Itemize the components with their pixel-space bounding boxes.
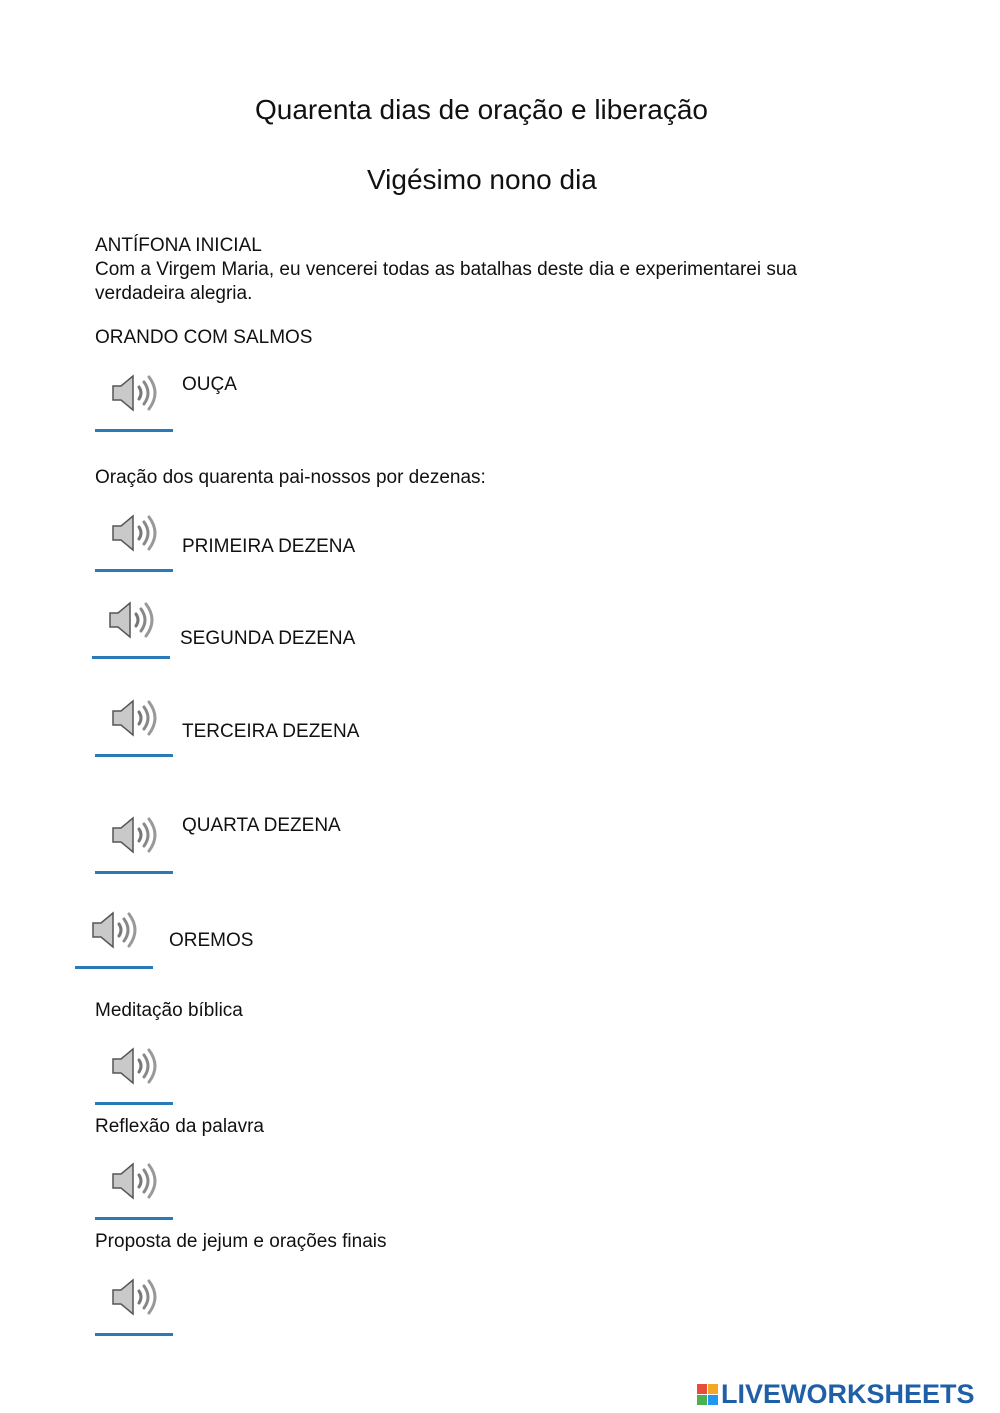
speaker-icon bbox=[107, 1274, 159, 1320]
meditacao-heading: Meditação bíblica bbox=[95, 1000, 243, 1021]
segunda-dezena-label: SEGUNDA DEZENA bbox=[180, 628, 356, 649]
speaker-icon bbox=[107, 1158, 159, 1204]
reflexao-heading: Reflexão da palavra bbox=[95, 1116, 264, 1137]
speaker-icon bbox=[107, 812, 159, 858]
dezenas-intro: Oração dos quarenta pai-nossos por dezenas: bbox=[95, 467, 486, 488]
ouca-label: OUÇA bbox=[182, 374, 237, 395]
audio-progress-bar bbox=[95, 1102, 173, 1105]
speaker-icon bbox=[87, 907, 139, 953]
speaker-icon bbox=[107, 1043, 159, 1089]
oremos-label: OREMOS bbox=[169, 930, 254, 951]
antifona-heading: ANTÍFONA INICIAL bbox=[95, 235, 262, 256]
audio-progress-bar bbox=[95, 1333, 173, 1336]
audio-player-terceira-dezena[interactable] bbox=[95, 683, 173, 757]
page-title: Quarenta dias de oração e liberação bbox=[255, 94, 708, 125]
audio-progress-bar bbox=[92, 656, 170, 659]
speaker-icon bbox=[107, 370, 159, 416]
audio-progress-bar bbox=[95, 754, 173, 757]
audio-player-oremos[interactable] bbox=[75, 895, 153, 969]
primeira-dezena-label: PRIMEIRA DEZENA bbox=[182, 536, 356, 557]
audio-player-segunda-dezena[interactable] bbox=[92, 585, 170, 659]
speaker-icon bbox=[107, 695, 159, 741]
audio-player-reflexao[interactable] bbox=[95, 1146, 173, 1220]
audio-progress-bar bbox=[95, 429, 173, 432]
speaker-icon bbox=[107, 510, 159, 556]
liveworksheets-logo bbox=[697, 1378, 975, 1410]
salmos-heading: ORANDO COM SALMOS bbox=[95, 327, 313, 348]
proposta-heading: Proposta de jejum e orações finais bbox=[95, 1231, 387, 1252]
terceira-dezena-label: TERCEIRA DEZENA bbox=[182, 721, 360, 742]
audio-progress-bar bbox=[95, 871, 173, 874]
audio-progress-bar bbox=[95, 1217, 173, 1220]
audio-player-quarta-dezena[interactable] bbox=[95, 800, 173, 874]
logo-text: LIVEWORKSHEETS bbox=[721, 1378, 975, 1409]
quarta-dezena-label: QUARTA DEZENA bbox=[182, 815, 341, 836]
logo-mark-icon bbox=[697, 1384, 718, 1405]
antifona-line-2: verdadeira alegria. bbox=[95, 283, 253, 304]
audio-player-meditacao[interactable] bbox=[95, 1031, 173, 1105]
audio-player-proposta[interactable] bbox=[95, 1262, 173, 1336]
audio-progress-bar bbox=[75, 966, 153, 969]
audio-player-salmos[interactable] bbox=[95, 358, 173, 432]
audio-player-primeira-dezena[interactable] bbox=[95, 498, 173, 572]
speaker-icon bbox=[104, 597, 156, 643]
antifona-line-1: Com a Virgem Maria, eu vencerei todas as batalhas deste dia e experimentarei sua bbox=[95, 259, 797, 280]
audio-progress-bar bbox=[95, 569, 173, 572]
page-subtitle: Vigésimo nono dia bbox=[367, 164, 597, 195]
